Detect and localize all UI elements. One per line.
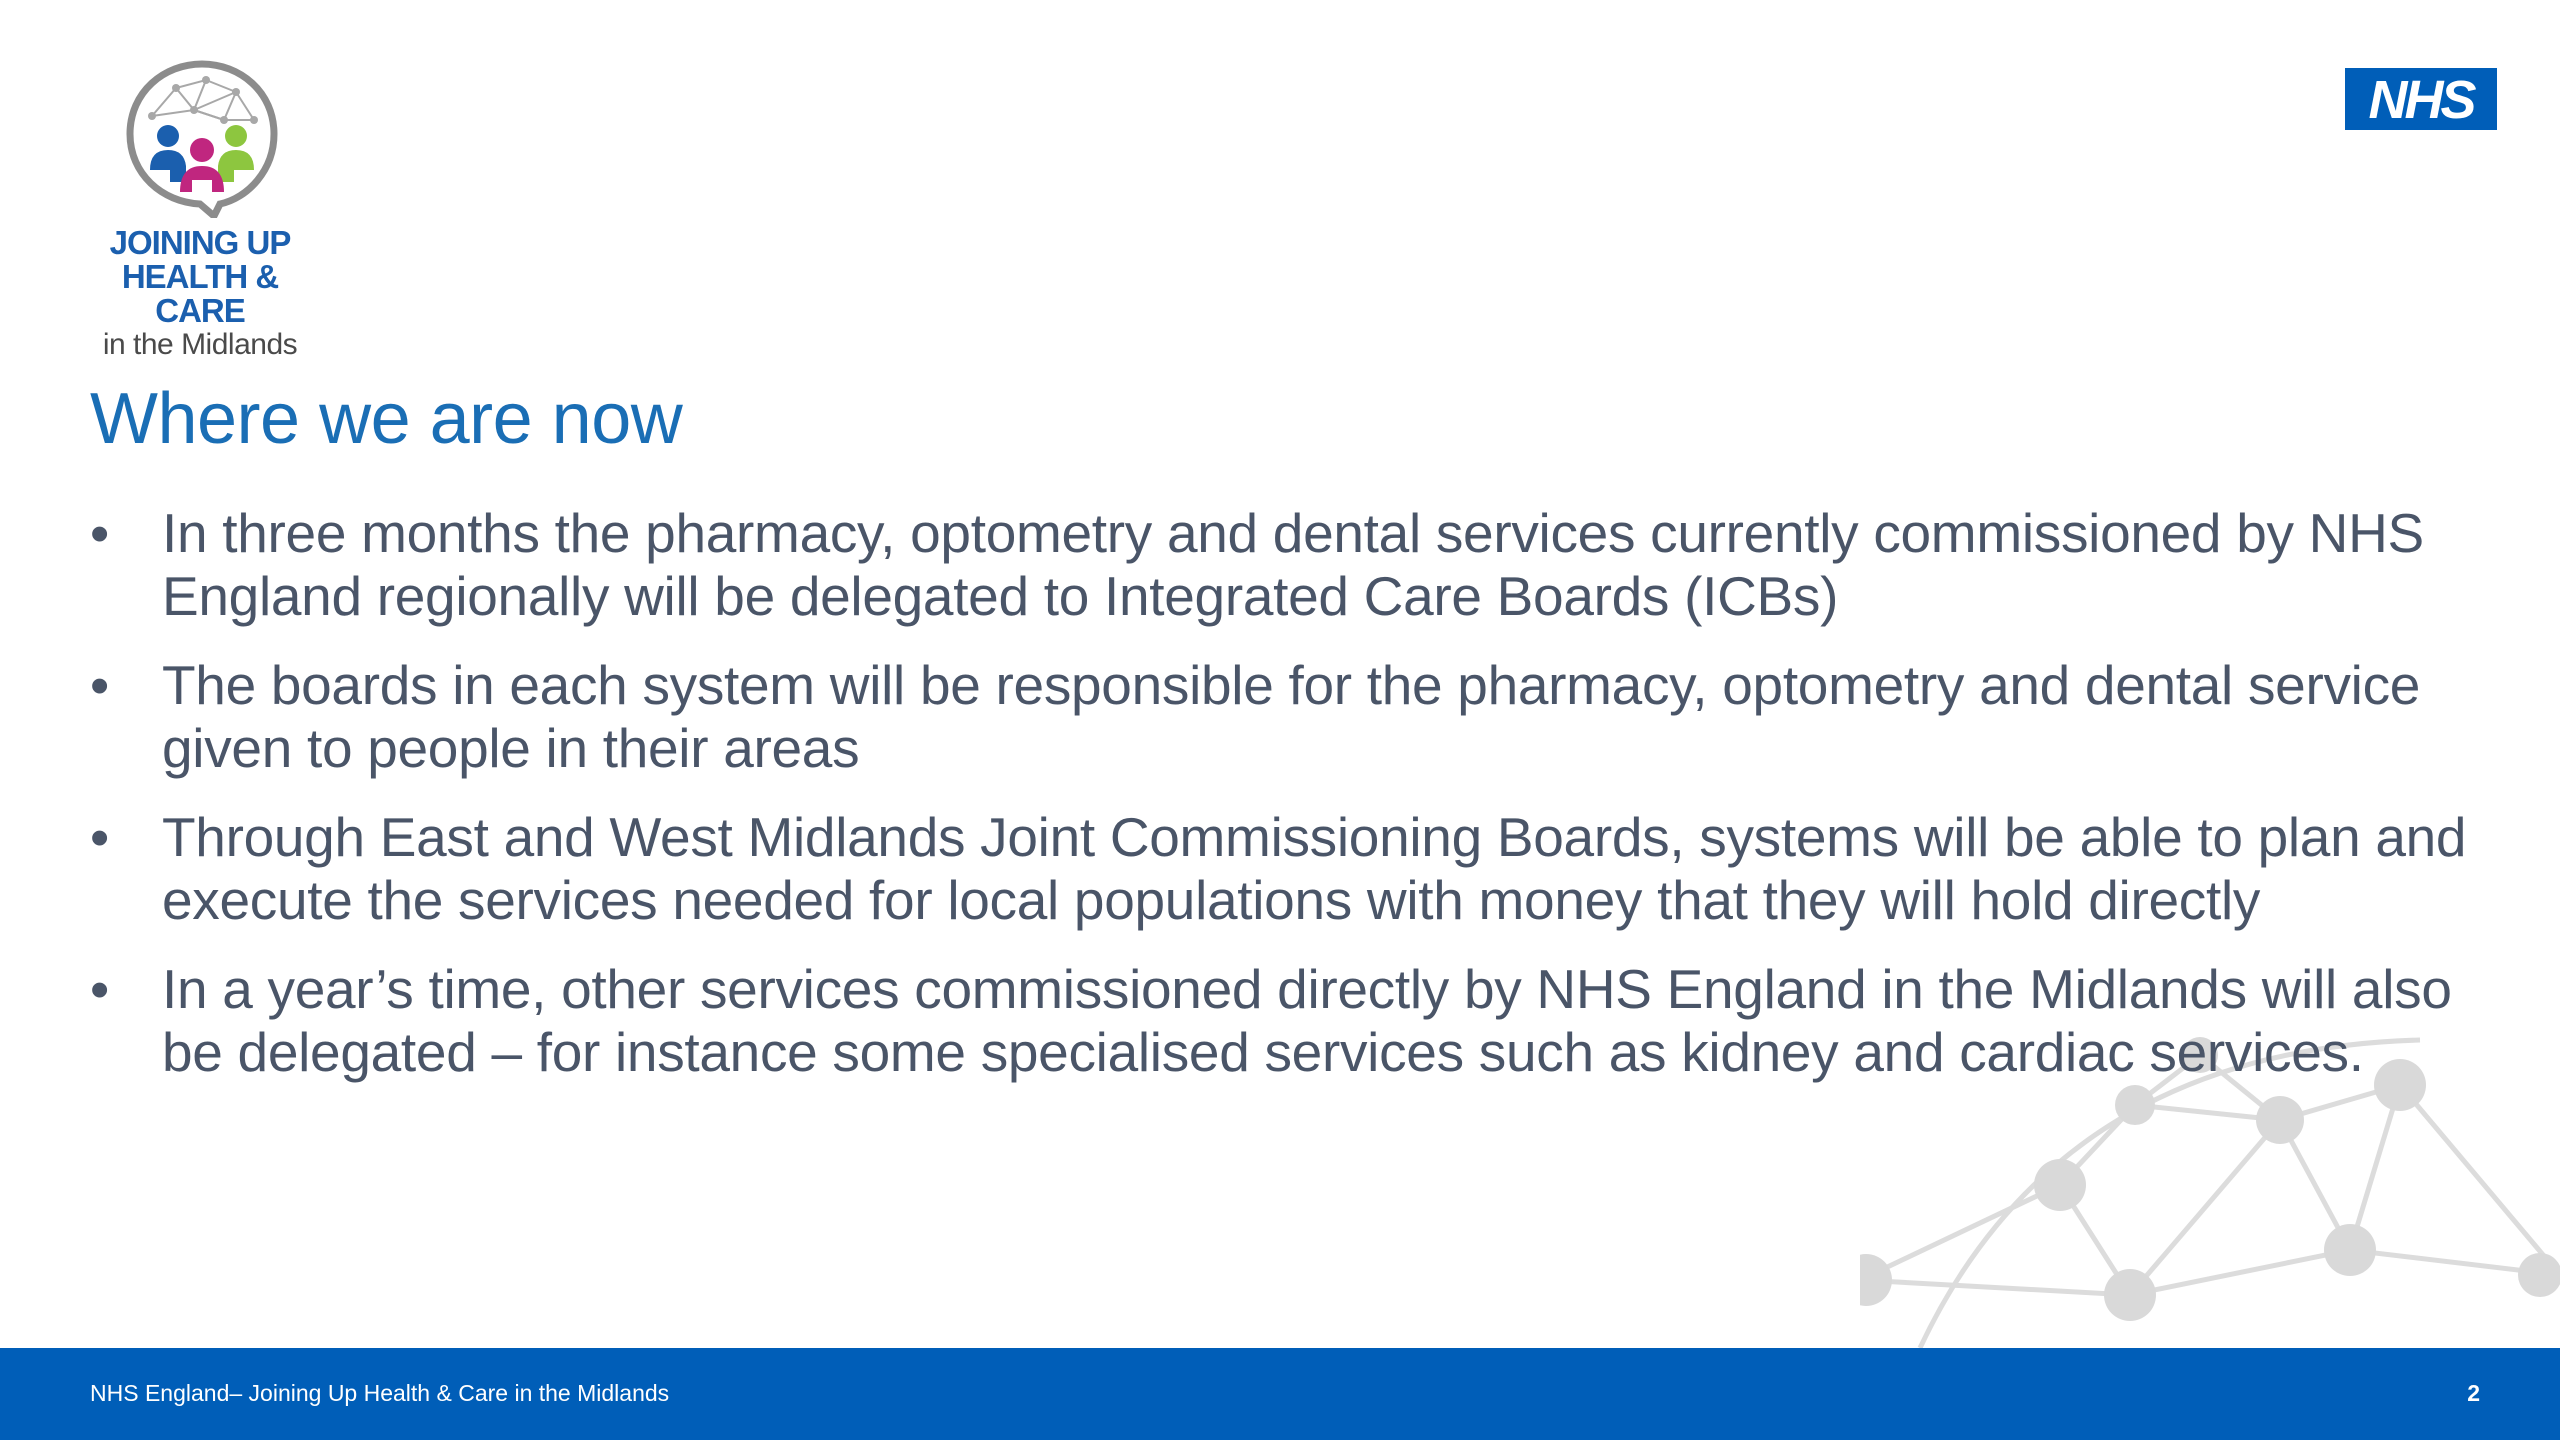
bullet-dot: • — [90, 502, 109, 564]
bullet-text: In three months the pharmacy, optometry and dental services currently commissioned by NHS England regionally will be delegated to Integrated Care Boards (ICBs) — [162, 502, 2424, 627]
bullet-list — [90, 502, 2490, 1110]
bullet-item — [90, 654, 2490, 780]
bullet-dot: • — [90, 654, 109, 716]
people-network-speech-bubble-icon — [124, 58, 280, 218]
slide-title: Where we are now — [90, 379, 683, 459]
footer-bar — [0, 1348, 2560, 1440]
page-number: 2 — [2467, 1380, 2480, 1406]
bullet-item — [90, 502, 2490, 628]
bullet-dot: • — [90, 806, 109, 868]
logo-line-joining-up: JOINING UP — [109, 224, 291, 261]
joining-up-health-care-logo — [80, 58, 320, 361]
footer-text: NHS England– Joining Up Health & Care in the Midlands — [90, 1380, 670, 1406]
logo-line-midlands: in the Midlands — [102, 328, 298, 361]
bullet-text: The boards in each system will be responsible for the pharmacy, optometry and dental service given to people in their areas — [162, 654, 2421, 779]
nhs-logo-text: NHS — [2368, 70, 2474, 130]
bullet-dot: • — [90, 958, 109, 1020]
bullet-text: Through East and West Midlands Joint Commissioning Boards, systems will be able to plan and execute the services needed for local populations with money that they will hold directly — [162, 806, 2467, 931]
bullet-item — [90, 958, 2490, 1084]
logo-wordmark — [80, 226, 320, 362]
logo-line-health-care: HEALTH & CARE — [121, 258, 279, 329]
bullet-text: In a year’s time, other services commissioned directly by NHS England in the Midlands will also be delegated – for instance some specialised services such as kidney and cardiac services. — [162, 958, 2452, 1083]
nhs-logo — [2345, 68, 2497, 130]
bullet-item — [90, 806, 2490, 932]
